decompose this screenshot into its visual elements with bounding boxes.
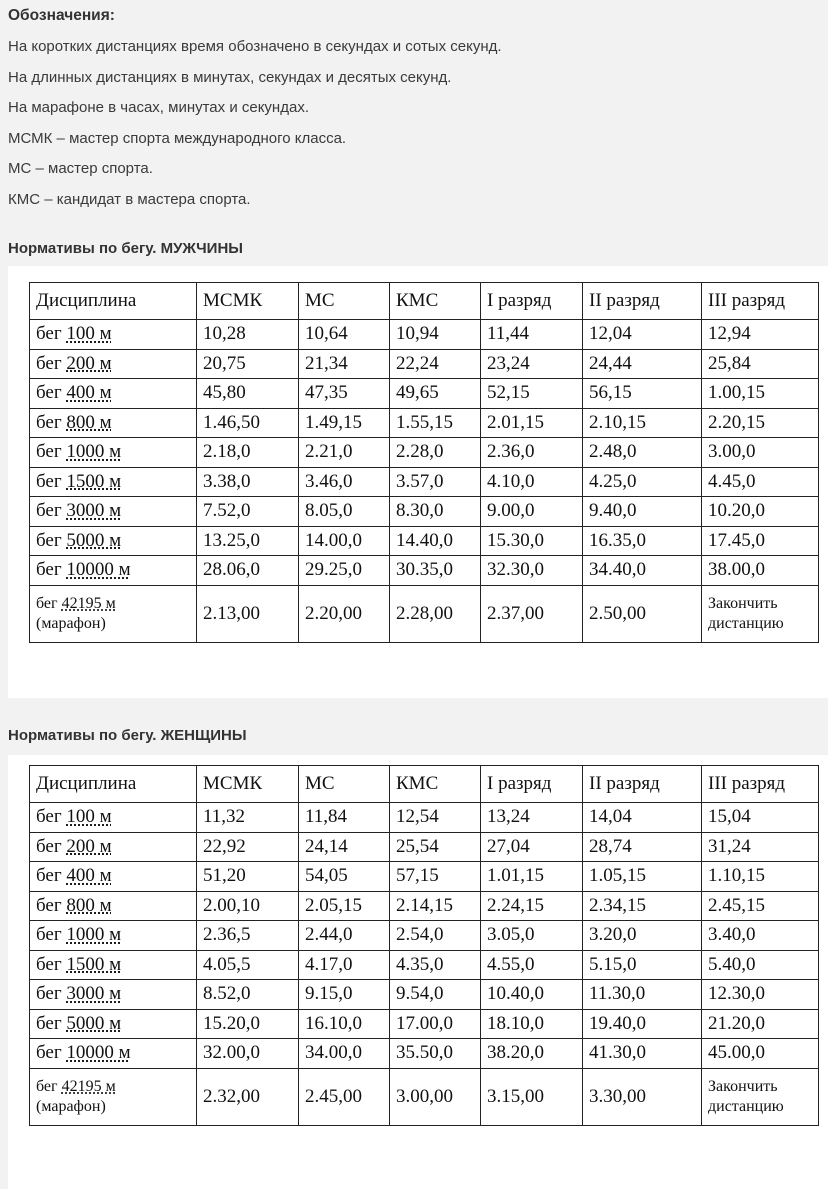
time-cell: 41.30,0 — [583, 1039, 702, 1069]
time-cell: 5.40,0 — [702, 950, 819, 980]
time-cell: 10.40,0 — [481, 980, 583, 1010]
time-cell: 8.52,0 — [197, 980, 299, 1010]
time-cell: 25,54 — [390, 832, 481, 862]
table-row — [30, 585, 819, 642]
discipline-label: бег — [36, 500, 62, 522]
time-cell: 1.05,15 — [583, 862, 702, 892]
time-cell: 45.00,0 — [702, 1039, 819, 1069]
distance-label: 1000 м — [66, 924, 122, 946]
discipline-cell — [30, 980, 197, 1010]
time-cell: 2.54,0 — [390, 921, 481, 951]
table-row — [30, 1009, 819, 1039]
time-cell: 3.00,0 — [702, 438, 819, 468]
discipline-cell — [30, 408, 197, 438]
table-row — [30, 467, 819, 497]
column-header: КМС — [390, 283, 481, 320]
discipline-label: бег — [36, 894, 62, 916]
discipline-label: бег — [36, 323, 62, 345]
time-cell: 24,44 — [583, 349, 702, 379]
discipline-cell — [30, 349, 197, 379]
time-cell: 45,80 — [197, 379, 299, 409]
time-cell: 2.45,15 — [702, 891, 819, 921]
discipline-cell — [30, 1009, 197, 1039]
time-cell: 21.20,0 — [702, 1009, 819, 1039]
table-row — [30, 862, 819, 892]
legend-line: МСМК – мастер спорта международного класса. — [8, 129, 347, 147]
distance-label: 5000 м — [66, 1012, 122, 1034]
time-cell: 15,04 — [702, 803, 819, 833]
time-cell: 1.55,15 — [390, 408, 481, 438]
time-cell: 31,24 — [702, 832, 819, 862]
time-cell: 2.32,00 — [197, 1068, 299, 1125]
column-header: МС — [299, 283, 390, 320]
discipline-cell — [30, 497, 197, 527]
time-cell: 13.25,0 — [197, 526, 299, 556]
time-cell: 38.00,0 — [702, 556, 819, 586]
time-cell: 1.49,15 — [299, 408, 390, 438]
table-row — [30, 438, 819, 468]
time-cell: 9.40,0 — [583, 497, 702, 527]
distance-label: 400 м — [66, 382, 112, 404]
time-cell: 10,28 — [197, 320, 299, 350]
discipline-note: (марафон) — [36, 1097, 106, 1115]
distance-label: 1500 м — [66, 953, 122, 975]
discipline-cell — [30, 320, 197, 350]
time-cell: 2.18,0 — [197, 438, 299, 468]
time-cell: 19.40,0 — [583, 1009, 702, 1039]
column-header: II разряд — [583, 766, 702, 803]
time-cell: 2.50,00 — [583, 585, 702, 642]
column-header: Дисциплина — [30, 283, 197, 320]
time-cell: 11,44 — [481, 320, 583, 350]
legend-line: КМС – кандидат в мастера спорта. — [8, 190, 251, 208]
time-cell: 28.06,0 — [197, 556, 299, 586]
women-standards-table — [29, 765, 819, 1126]
distance-label: 1000 м — [66, 441, 122, 463]
time-cell: 14,04 — [583, 803, 702, 833]
distance-label: 100 м — [66, 323, 112, 345]
time-cell: 4.25,0 — [583, 467, 702, 497]
discipline-label: бег — [36, 835, 62, 857]
time-cell: 2.28,0 — [390, 438, 481, 468]
discipline-cell — [30, 585, 197, 642]
time-cell: 4.17,0 — [299, 950, 390, 980]
discipline-cell — [30, 526, 197, 556]
time-cell: 2.34,15 — [583, 891, 702, 921]
discipline-cell — [30, 556, 197, 586]
time-cell: 2.36,5 — [197, 921, 299, 951]
time-cell: 1.00,15 — [702, 379, 819, 409]
time-cell: 2.45,00 — [299, 1068, 390, 1125]
discipline-cell — [30, 950, 197, 980]
column-header: МС — [299, 766, 390, 803]
time-cell: 51,20 — [197, 862, 299, 892]
legend-heading: Обозначения: — [8, 7, 115, 24]
time-cell: 4.05,5 — [197, 950, 299, 980]
time-cell: 2.20,00 — [299, 585, 390, 642]
time-cell: 11.30,0 — [583, 980, 702, 1010]
time-cell: 1.10,15 — [702, 862, 819, 892]
discipline-cell — [30, 467, 197, 497]
column-header: Дисциплина — [30, 766, 197, 803]
time-cell: 2.37,00 — [481, 585, 583, 642]
time-cell: 2.20,15 — [702, 408, 819, 438]
time-cell: 47,35 — [299, 379, 390, 409]
time-cell: 3.30,00 — [583, 1068, 702, 1125]
discipline-cell — [30, 438, 197, 468]
legend-line: На коротких дистанциях время обозначено в секундах и сотых секунд. — [8, 38, 502, 55]
time-cell: 1.46,50 — [197, 408, 299, 438]
time-cell: 2.48,0 — [583, 438, 702, 468]
time-cell: 2.21,0 — [299, 438, 390, 468]
distance-label: 3000 м — [66, 500, 122, 522]
time-cell: 5.15,0 — [583, 950, 702, 980]
time-cell: 16.10,0 — [299, 1009, 390, 1039]
time-cell: 15.20,0 — [197, 1009, 299, 1039]
time-cell: 34.00,0 — [299, 1039, 390, 1069]
distance-label: 1500 м — [66, 470, 122, 492]
table-row — [30, 891, 819, 921]
distance-label: 42195 м — [61, 594, 116, 612]
column-header: I разряд — [481, 766, 583, 803]
distance-label: 200 м — [66, 352, 112, 374]
discipline-label: бег — [36, 1012, 62, 1034]
time-cell: 7.52,0 — [197, 497, 299, 527]
time-cell: 38.20,0 — [481, 1039, 583, 1069]
time-cell: Закончить дистанцию — [702, 1068, 819, 1125]
discipline-label: бег — [36, 441, 62, 463]
table-row — [30, 379, 819, 409]
men-standards-table — [29, 282, 819, 643]
time-cell: 3.46,0 — [299, 467, 390, 497]
time-cell: 12,94 — [702, 320, 819, 350]
distance-label: 200 м — [66, 835, 112, 857]
distance-label: 42195 м — [61, 1077, 116, 1095]
time-cell: 2.28,00 — [390, 585, 481, 642]
time-cell: 11,32 — [197, 803, 299, 833]
women-table-panel — [8, 755, 828, 1189]
time-cell: 16.35,0 — [583, 526, 702, 556]
time-cell: 57,15 — [390, 862, 481, 892]
time-cell: 2.10,15 — [583, 408, 702, 438]
time-cell: 28,74 — [583, 832, 702, 862]
discipline-cell — [30, 1039, 197, 1069]
time-cell: 54,05 — [299, 862, 390, 892]
legend-line: МС – мастер спорта. — [8, 160, 153, 177]
time-cell: 3.05,0 — [481, 921, 583, 951]
table-row — [30, 526, 819, 556]
time-cell: 24,14 — [299, 832, 390, 862]
table-row — [30, 497, 819, 527]
discipline-label: бег — [36, 953, 62, 975]
time-cell: 32.30,0 — [481, 556, 583, 586]
discipline-cell — [30, 1068, 197, 1125]
men-table-panel — [8, 266, 828, 698]
time-cell: 2.14,15 — [390, 891, 481, 921]
table-row — [30, 1039, 819, 1069]
discipline-label: бег — [36, 559, 62, 581]
distance-label: 10000 м — [66, 1042, 131, 1064]
table-row — [30, 832, 819, 862]
discipline-cell — [30, 862, 197, 892]
table-row — [30, 556, 819, 586]
time-cell: 14.40,0 — [390, 526, 481, 556]
discipline-cell — [30, 921, 197, 951]
distance-label: 100 м — [66, 806, 112, 828]
time-cell: 13,24 — [481, 803, 583, 833]
men-section-title: Нормативы по бегу. МУЖЧИНЫ — [8, 240, 243, 257]
discipline-label: бег — [36, 529, 62, 551]
legend-line: На марафоне в часах, минутах и секундах. — [8, 99, 309, 116]
time-cell: 21,34 — [299, 349, 390, 379]
discipline-label: бег — [36, 983, 62, 1005]
time-cell: 4.10,0 — [481, 467, 583, 497]
time-cell: 49,65 — [390, 379, 481, 409]
discipline-label: бег — [36, 806, 62, 828]
time-cell: 3.40,0 — [702, 921, 819, 951]
table-row — [30, 950, 819, 980]
column-header: МСМК — [197, 766, 299, 803]
time-cell: 11,84 — [299, 803, 390, 833]
time-cell: 3.38,0 — [197, 467, 299, 497]
discipline-label: бег — [36, 470, 62, 492]
time-cell: 56,15 — [583, 379, 702, 409]
distance-label: 10000 м — [66, 559, 131, 581]
time-cell: 3.00,00 — [390, 1068, 481, 1125]
discipline-label: бег — [36, 594, 58, 612]
time-cell: 4.55,0 — [481, 950, 583, 980]
time-cell: 32.00,0 — [197, 1039, 299, 1069]
time-cell: 35.50,0 — [390, 1039, 481, 1069]
time-cell: Закончить дистанцию — [702, 585, 819, 642]
time-cell: 10.20,0 — [702, 497, 819, 527]
table-header-row — [30, 283, 819, 320]
time-cell: 15.30,0 — [481, 526, 583, 556]
time-cell: 2.05,15 — [299, 891, 390, 921]
time-cell: 10,64 — [299, 320, 390, 350]
time-cell: 3.15,00 — [481, 1068, 583, 1125]
time-cell: 2.00,10 — [197, 891, 299, 921]
column-header: III разряд — [702, 283, 819, 320]
time-cell: 14.00,0 — [299, 526, 390, 556]
discipline-note: (марафон) — [36, 614, 106, 632]
time-cell: 3.57,0 — [390, 467, 481, 497]
time-cell: 30.35,0 — [390, 556, 481, 586]
time-cell: 52,15 — [481, 379, 583, 409]
time-cell: 2.01,15 — [481, 408, 583, 438]
discipline-cell — [30, 832, 197, 862]
time-cell: 20,75 — [197, 349, 299, 379]
time-cell: 8.30,0 — [390, 497, 481, 527]
legend-line: На длинных дистанциях в минутах, секундах и десятых секунд. — [8, 68, 452, 86]
column-header: III разряд — [702, 766, 819, 803]
time-cell: 9.15,0 — [299, 980, 390, 1010]
table-row — [30, 803, 819, 833]
time-cell: 4.45,0 — [702, 467, 819, 497]
time-cell: 29.25,0 — [299, 556, 390, 586]
discipline-label: бег — [36, 1042, 62, 1064]
women-section-title: Нормативы по бегу. ЖЕНЩИНЫ — [8, 727, 247, 744]
time-cell: 22,92 — [197, 832, 299, 862]
time-cell: 2.13,00 — [197, 585, 299, 642]
table-row — [30, 349, 819, 379]
column-header: МСМК — [197, 283, 299, 320]
time-cell: 3.20,0 — [583, 921, 702, 951]
time-cell: 23,24 — [481, 349, 583, 379]
column-header: I разряд — [481, 283, 583, 320]
time-cell: 22,24 — [390, 349, 481, 379]
table-row — [30, 408, 819, 438]
time-cell: 12,04 — [583, 320, 702, 350]
discipline-cell — [30, 379, 197, 409]
time-cell: 12,54 — [390, 803, 481, 833]
discipline-label: бег — [36, 865, 62, 887]
time-cell: 17.45,0 — [702, 526, 819, 556]
time-cell: 9.54,0 — [390, 980, 481, 1010]
legend — [8, 4, 818, 215]
time-cell: 18.10,0 — [481, 1009, 583, 1039]
discipline-cell — [30, 803, 197, 833]
time-cell: 9.00,0 — [481, 497, 583, 527]
table-row — [30, 980, 819, 1010]
column-header: II разряд — [583, 283, 702, 320]
time-cell: 10,94 — [390, 320, 481, 350]
discipline-label: бег — [36, 382, 62, 404]
table-row — [30, 1068, 819, 1125]
time-cell: 17.00,0 — [390, 1009, 481, 1039]
distance-label: 5000 м — [66, 529, 122, 551]
table-header-row — [30, 766, 819, 803]
discipline-label: бег — [36, 1077, 58, 1095]
distance-label: 800 м — [66, 894, 112, 916]
discipline-cell — [30, 891, 197, 921]
time-cell: 2.36,0 — [481, 438, 583, 468]
column-header: КМС — [390, 766, 481, 803]
distance-label: 400 м — [66, 865, 112, 887]
discipline-label: бег — [36, 411, 62, 433]
table-row — [30, 921, 819, 951]
time-cell: 2.44,0 — [299, 921, 390, 951]
time-cell: 34.40,0 — [583, 556, 702, 586]
time-cell: 2.24,15 — [481, 891, 583, 921]
distance-label: 3000 м — [66, 983, 122, 1005]
time-cell: 27,04 — [481, 832, 583, 862]
discipline-label: бег — [36, 924, 62, 946]
table-row — [30, 320, 819, 350]
time-cell: 1.01,15 — [481, 862, 583, 892]
time-cell: 8.05,0 — [299, 497, 390, 527]
discipline-label: бег — [36, 352, 62, 374]
time-cell: 25,84 — [702, 349, 819, 379]
time-cell: 12.30,0 — [702, 980, 819, 1010]
time-cell: 4.35,0 — [390, 950, 481, 980]
distance-label: 800 м — [66, 411, 112, 433]
